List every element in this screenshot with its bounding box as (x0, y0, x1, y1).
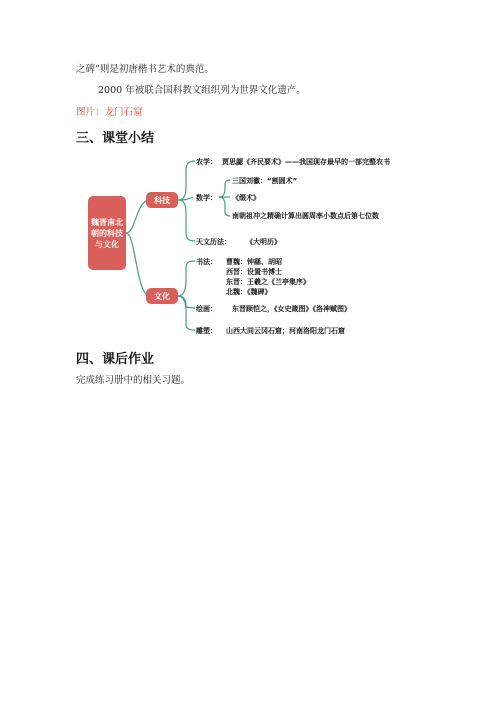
leaf-painting-text: 东晋顾恺之，《女史箴图》《洛神赋图》 (232, 305, 351, 313)
connector-culture-painting (178, 296, 195, 308)
mindmap-root-label: 魏晋南北朝的科技与文化 (91, 217, 123, 249)
connector-math-1 (219, 180, 230, 197)
branch-label: 文化 (154, 291, 170, 301)
mindmap-branch-culture (146, 288, 178, 304)
leaf-sculpture-text: 山西大同云冈石窟；河南洛阳龙门石窟 (226, 327, 345, 335)
calligraphy-item: 西晋：设置书博士 (226, 268, 282, 276)
leaf-calligraphy-label: 书法： (196, 258, 217, 266)
connector-tech-astro (178, 200, 195, 241)
leaf-calligraphy-list (226, 257, 310, 297)
mindmap-branch-tech (146, 192, 178, 208)
leaf-agriculture-label: 农学： (196, 158, 217, 166)
leaf-agriculture-text: 贾思勰《齐民要术》——我国现存最早的一部完整农书 (222, 158, 390, 166)
leaf-math-label: 数学： (196, 194, 217, 202)
paragraph-text: 2000 年被联合国科教文组织列为世界文化遗产。 (98, 85, 306, 96)
image-caption: 图片：龙门石窟 (76, 107, 143, 118)
leaf-math-item: 《缀术》 (232, 194, 260, 202)
paragraph-text: 之碑”则是初唐楷书艺术的典范。 (76, 64, 214, 75)
section-title-homework: 四、课后作业 (76, 352, 155, 367)
calligraphy-item: 东晋：王羲之《兰亭集序》 (226, 278, 310, 286)
connector-culture-calligraphy (178, 261, 195, 296)
branch-label: 科技 (154, 195, 170, 205)
connector-tech-math (178, 197, 193, 200)
connector-tech-agri (178, 161, 195, 200)
connector-math-3 (219, 197, 230, 216)
leaf-math-item: 三国刘徽：“割圆术” (232, 177, 298, 185)
calligraphy-item: 北魏：《魏碑》 (226, 288, 272, 296)
mindmap-root-node (88, 196, 126, 270)
leaf-math-item: 南朝祖冲之精确计算出圆周率小数点后第七位数 (232, 212, 379, 220)
connector-culture-sculpture (178, 296, 195, 330)
section-title-summary: 三、课堂小结 (76, 131, 155, 146)
calligraphy-item: 曹魏：钟繇、胡昭 (226, 258, 282, 266)
leaf-sculpture-label: 雕塑： (196, 327, 217, 335)
homework-text: 完成练习册中的相关习题。 (76, 375, 191, 386)
leaf-astronomy-text: 《大明历》 (246, 238, 281, 246)
leaf-painting-label: 绘画： (196, 305, 217, 313)
connector-root-culture (126, 233, 150, 296)
leaf-astronomy-label: 天文历法： (196, 238, 231, 246)
